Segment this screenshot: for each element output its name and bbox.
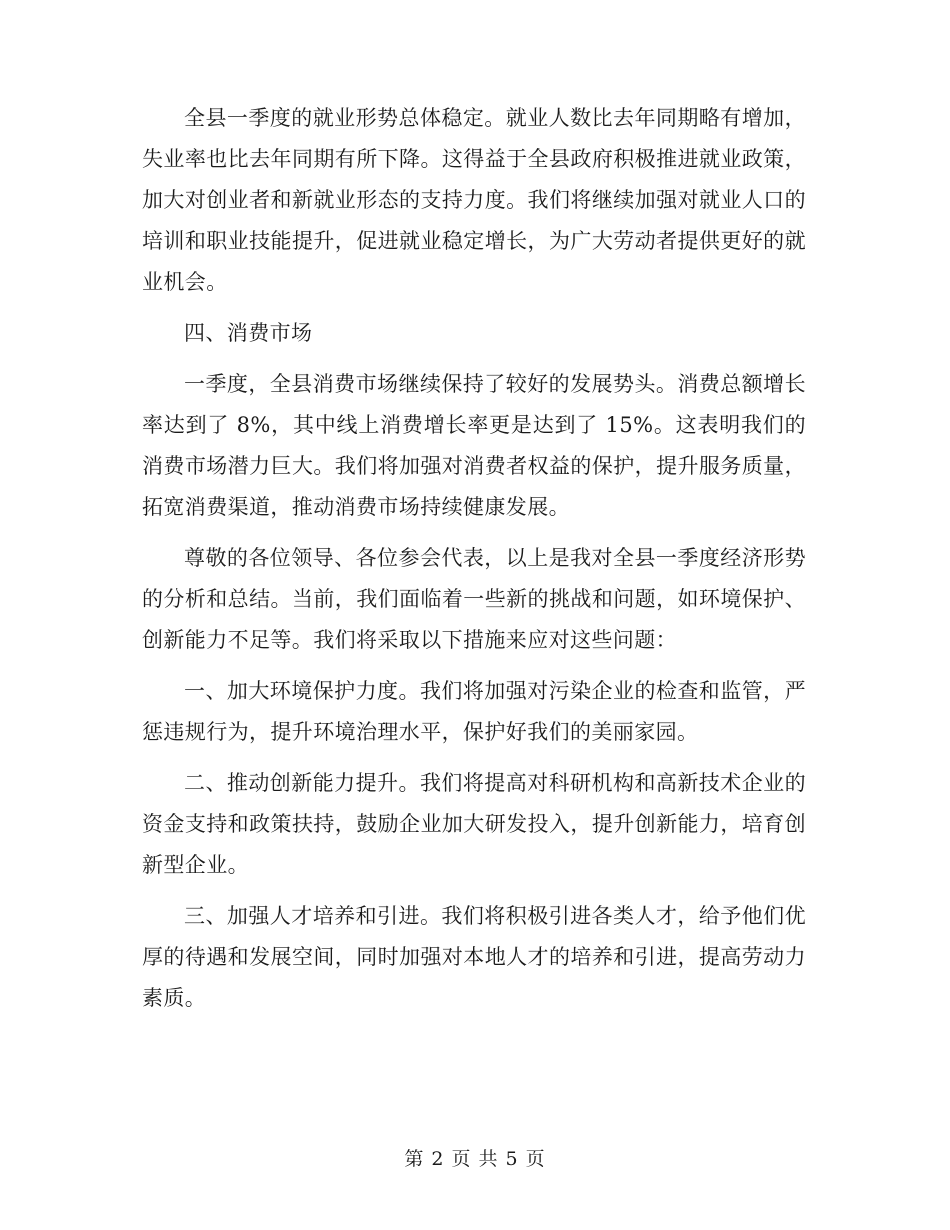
paragraph-summary: 尊敬的各位领导、各位参会代表，以上是我对全县一季度经济形势的分析和总结。当前，我们面临着一些新的挑战和问题，如环境保护、创新能力不足等。我们将采取以下措施来应对这些问题： bbox=[142, 546, 806, 652]
paragraph-measure-talent: 三、加强人才培养和引进。我们将积极引进各类人才，给予他们优厚的待遇和发展空间，同时加强对本地人才的培养和引进，提高劳动力素质。 bbox=[142, 904, 806, 1010]
paragraph-measure-environment: 一、加大环境保护力度。我们将加强对污染企业的检查和监管，严惩违规行为，提升环境治理水平，保护好我们的美丽家园。 bbox=[142, 679, 806, 744]
paragraph-measure-innovation: 二、推动创新能力提升。我们将提高对科研机构和高新技术企业的资金支持和政策扶持，鼓励企业加大研发投入，提升创新能力，培育创新型企业。 bbox=[142, 771, 806, 877]
document-body bbox=[142, 98, 806, 1029]
page-number-footer: 第 2 页 共 5 页 bbox=[404, 1148, 546, 1170]
section-heading-consumer-market: 四、消费市场 bbox=[184, 321, 313, 345]
paragraph-employment: 全县一季度的就业形势总体稳定。就业人数比去年同期略有增加，失业率也比去年同期有所下降。这得益于全县政府积极推进就业政策，加大对创业者和新就业形态的支持力度。我们将继续加强对就业人口的培训和职业技能提升，促进就业稳定增长，为广大劳动者提供更好的就业机会。 bbox=[142, 106, 806, 294]
paragraph-consumer-market: 一季度，全县消费市场继续保持了较好的发展势头。消费总额增长率达到了 8%，其中线上消费增长率更是达到了 15%。这表明我们的消费市场潜力巨大。我们将加强对消费者权益的保护，提升服务质量，拓宽消费渠道，推动消费市场持续健康发展。 bbox=[142, 372, 806, 519]
